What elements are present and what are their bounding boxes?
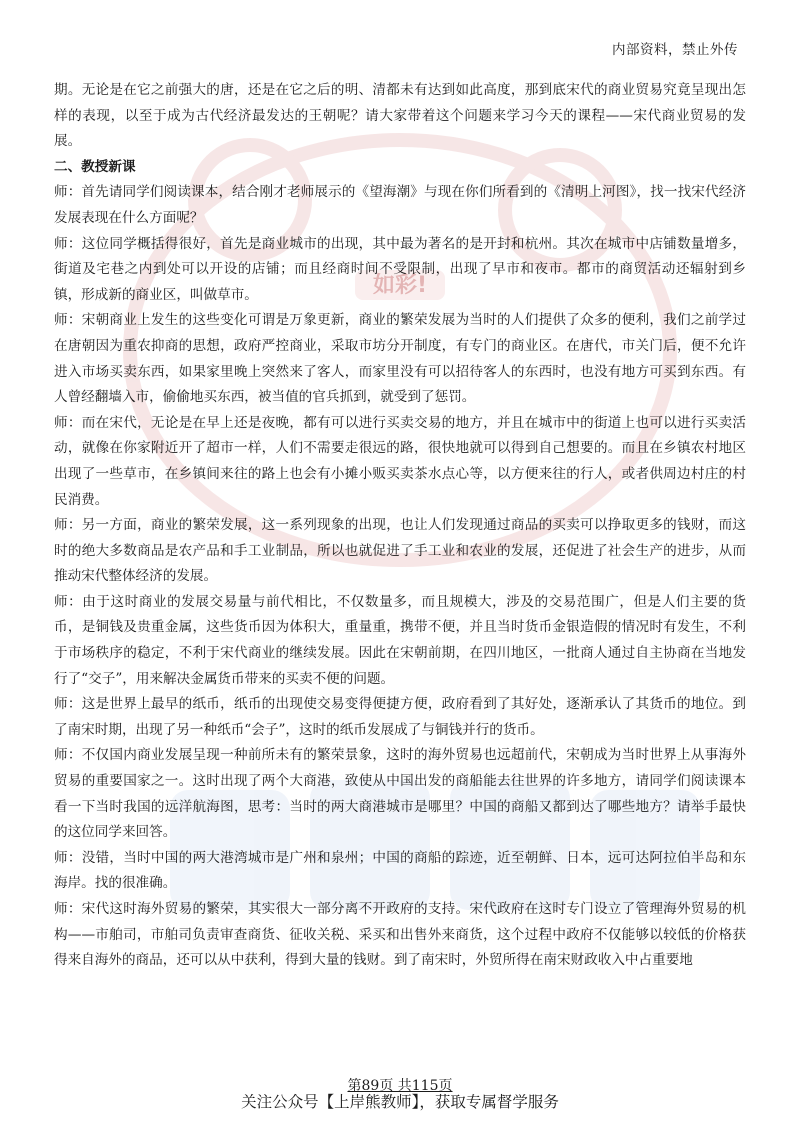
confidential-notice: 内部资料，禁止外传 (612, 42, 738, 58)
watermark-badge-text: 如彩! (372, 273, 428, 298)
paragraph: 师：由于这时商业的发展交易量与前代相比，不仅数量多，而且规模大，涉及的交易范围广，但是人们主要的货币，是铜钱及贵重金属，这些货币因为体积大，重量重，携带不便，并且当时货币金银造假的情况时有发生，不利于市场秩序的稳定，不利于宋代商业的继续发展。因此在宋朝前期，在四川地区，一批商人通过自主协商在当地发行了“交子”，用来解决金属货币带来的买卖不便的问题。 (54, 593, 746, 687)
paragraph: 师：另一方面，商业的繁荣发展，这一系列现象的出现，也让人们发现通过商品的买卖可以挣取更多的钱财，而这时的绝大多数商品是农产品和手工业制品，所以也就促进了手工业和农业的发展，还促进了社会生产的进步，从而推动宋代整体经济的发展。 (54, 517, 746, 585)
paragraph: 师：首先请同学们阅读课本，结合刚才老师展示的《望海潮》与现在你们所看到的《清明上河图》，找一找宋代经济发展表现在什么方面呢？ (54, 184, 746, 226)
section-heading: 二、教授新课 (54, 158, 136, 175)
document-body (54, 78, 746, 974)
paragraph: 师：而在宋代，无论是在早上还是夜晚，都有可以进行买卖交易的地方，并且在城市中的街道上也可以进行买卖活动，就像在你家附近开了超市一样，人们不需要走很远的路，很快地就可以得到自己想要的。而且在乡镇农村地区出现了一些草市，在乡镇间来往的路上也会有小摊小贩买卖茶水点心等，以方便来往的行人，或者供周边村庄的村民消费。 (54, 414, 746, 508)
page-number: 第89页 共115页 (347, 1078, 453, 1094)
paragraph-intro: 期。无论是在它之前强大的唐，还是在它之后的明、清都未有达到如此高度，那到底宋代的商业贸易究竟呈现出怎样的表现，以至于成为古代经济最发达的王朝呢？请大家带着这个问题来学习今天的课程——宋代商业贸易的发展。 (54, 82, 746, 150)
paragraph: 师：这是世界上最早的纸币，纸币的出现使交易变得便捷方便，政府看到了其好处，逐渐承认了其货币的地位。到了南宋时期，出现了另一种纸币“会子”，这时的纸币发展成了与铜钱并行的货币。 (54, 696, 746, 738)
paragraph: 师：宋朝商业上发生的这些变化可谓是万象更新，商业的繁荣发展为当时的人们提供了众多的便利，我们之前学过在唐朝因为重农抑商的思想，政府严控商业，采取市坊分开制度，有专门的商业区。在唐代，市关门后，便不允许进入市场买卖东西，如果家里晚上突然来了客人，而家里没有可以招待客人的东西时，也没有地方可买到东西。有人曾经翻墙入市，偷偷地买东西，被当值的官兵抓到，就受到了惩罚。 (54, 312, 746, 406)
paragraph: 师：这位同学概括得很好，首先是商业城市的出现，其中最为著名的是开封和杭州。其次在城市中店铺数量增多，街道及宅巷之内到处可以开设的店铺；而且经商时间不受限制，出现了早市和夜市。都市的商贸活动还辐射到乡镇，形成新的商业区，叫做草市。 (54, 235, 746, 303)
paragraph: 师：不仅国内商业发展呈现一种前所未有的繁荣景象，这时的海外贸易也远超前代，宋朝成为当时世界上从事海外贸易的重要国家之一。这时出现了两个大商港，致使从中国出发的商船能去往世界的许多地方，请同学们阅读课本看一下当时我国的远洋航海图，思考：当时的两大商港城市是哪里？中国的商船又都到达了哪些地方？请举手最快的这位同学来回答。 (54, 747, 746, 841)
paragraph: 师：宋代这时海外贸易的繁荣，其实很大一部分离不开政府的支持。宋代政府在这时专门设立了管理海外贸易的机构——市舶司，市舶司负责审查商货、征收关税、采买和出售外来商货，这个过程中政府不仅能够以较低的价格获得来自海外的商品，还可以从中获利，得到大量的钱财。到了南宋时，外贸所得在南宋财政收入中占重要地 (54, 901, 746, 969)
paragraph: 师：没错，当时中国的两大港湾城市是广州和泉州；中国的商船的踪迹，近至朝鲜、日本，远可达阿拉伯半岛和东海岸。找的很准确。 (54, 849, 746, 892)
promo-footer: 关注公众号【上岸熊教师】，获取专属督学服务 (241, 1093, 559, 1111)
